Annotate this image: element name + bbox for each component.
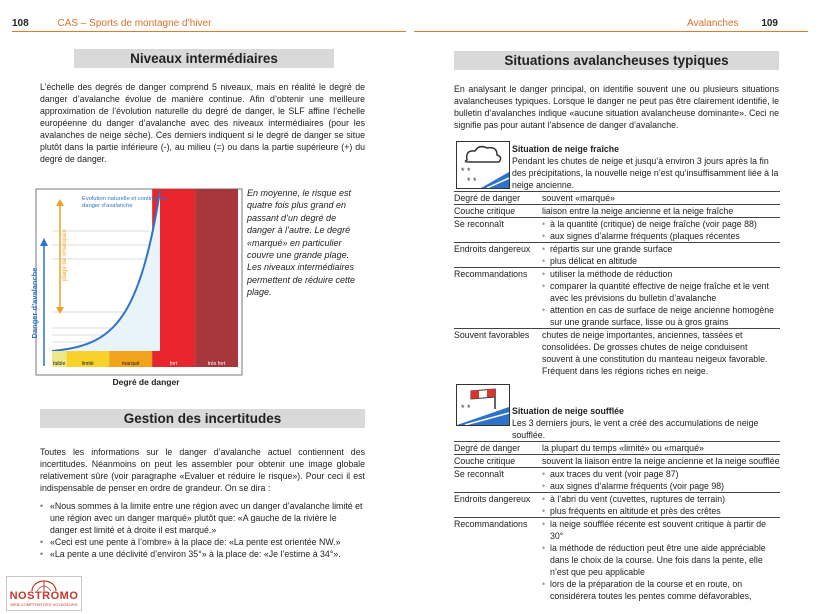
situation-title: Situation de neige soufflée: [512, 406, 624, 416]
row-key: Endroits dangereux: [454, 493, 542, 518]
section-title: Situations avalancheuses typiques: [454, 51, 779, 70]
row-key: Degré de danger: [454, 442, 542, 455]
row-value: [542, 468, 780, 493]
row-bullet: • comparer la quantité effective de neige fraîche et le vent avec les prévisions du bulletin d’avalanche: [542, 280, 780, 304]
row-key: Couche critique: [454, 205, 542, 218]
row-bullet: • à la quantité (critique) de neige fraîche (voir page 88): [542, 218, 780, 230]
list-item: • «Nous sommes à la limite entre une région avec un danger d’avalanche limité et une région avec un danger marqué» plutôt que: «A gauche de la rivière le danger est limité et à droite il est marqué.»: [40, 500, 365, 536]
row-value: [542, 493, 780, 518]
row-value: [542, 442, 780, 455]
level-name: faible: [52, 361, 66, 367]
row-key: Se reconnaît: [454, 468, 542, 493]
running-header-right: [687, 18, 778, 29]
y-axis-label: Danger d’avalanche: [30, 267, 39, 339]
header-rule: [414, 31, 808, 32]
row-bullet: • aux signes d’alarme fréquents (plaques récentes: [542, 230, 780, 242]
list-item: • «La pente a une déclivité d’environ 35°» à la place de: «Je l’estime à 34°».: [40, 548, 365, 560]
running-title: CAS – Sports de montagne d’hiver: [57, 18, 212, 29]
situation-table: [454, 191, 780, 377]
row-text: liaison entre la neige ancienne et la neige fraîche: [542, 206, 734, 216]
right-page: [410, 0, 820, 614]
table-row: [454, 243, 780, 268]
situation-fresh-snow: [454, 143, 780, 377]
header-rule: [12, 31, 406, 32]
level-name: marqué: [121, 361, 140, 367]
row-key: Degré de danger: [454, 192, 542, 205]
logo-wordmark: NOSTROMO: [9, 590, 79, 602]
row-value: [542, 192, 780, 205]
danger-band-4: [195, 189, 238, 351]
table-row: [454, 442, 780, 455]
curve-annotation-line2: danger d’avalanche: [82, 203, 133, 209]
page-number: 109: [761, 18, 778, 29]
x-axis-label: Degré de danger: [112, 377, 180, 387]
example-list: [40, 500, 365, 560]
row-bullet: • aux traces du vent (voir page 87): [542, 468, 780, 480]
svg-text:* *: * *: [461, 403, 471, 413]
table-row: [454, 455, 780, 468]
running-title: Avalanches: [687, 18, 739, 29]
situation-title: Situation de neige fraîche: [512, 144, 620, 154]
row-value: [542, 218, 780, 243]
logo-tagline: WEB COMPTOIR DES VOYAGEURS: [10, 602, 78, 607]
row-key: Couche critique: [454, 455, 542, 468]
row-value: [542, 268, 780, 329]
situation-header: [512, 405, 780, 441]
table-row: [454, 192, 780, 205]
row-value: [542, 205, 780, 218]
row-bullet: • la méthode de réduction peut être une aide appréciable dans le choix de la course. Une fois dans la pente, elle n’est que peu applicable: [542, 542, 780, 578]
situation-wind-snow: [454, 405, 780, 602]
row-bullet: • répartis sur une grande surface: [542, 243, 780, 255]
table-row: [454, 329, 780, 378]
row-value: [542, 518, 780, 603]
row-key: Endroits dangereux: [454, 243, 542, 268]
table-row: [454, 205, 780, 218]
row-value: [542, 329, 780, 378]
situation-header: [512, 143, 780, 191]
list-item: • «Ceci est une pente à l’ombre» à la place de: «La pente est orientée NW.»: [40, 536, 365, 548]
level-name: fort: [169, 361, 178, 367]
section-title-2: Gestion des incertitudes: [40, 409, 365, 428]
row-bullet: • aux signes d’alarme fréquents (voir page 98): [542, 480, 780, 492]
curve-annotation-line1: Evolution naturelle et continue du: [82, 196, 168, 202]
section-title: Niveaux intermédiaires: [74, 49, 334, 68]
level-name: limité: [81, 361, 94, 367]
range-label: plage de «marqué»: [62, 229, 68, 281]
row-key: Recommandations: [454, 268, 542, 329]
svg-text:* *: * *: [467, 176, 477, 186]
nostromo-logo: [6, 576, 82, 611]
row-text: la plupart du temps «limité» ou «marqué»: [542, 443, 704, 453]
section-text: L’échelle des degrés de danger comprend 5 niveaux, mais en réalité le degré de danger d’avalanche évolue de manière continue. Afin d’obtenir une meilleure approximation de l’évolution naturelle du degré de danger, le SLF affine l’échelle européenne du danger d’avalanche avec des niveaux intermédiaires (pour les avalanches de neige sèche). Ces derniers indiquent si le degré de danger se situe plutôt dans la partie inférieure (-), au milieu (=) ou dans la partie supérieure (+) du degré de danger.: [40, 82, 365, 164]
row-key: Se reconnaît: [454, 218, 542, 243]
page-number: 108: [12, 18, 29, 29]
row-value: [542, 243, 780, 268]
svg-text:* *: * *: [461, 166, 471, 176]
row-key: Recommandations: [454, 518, 542, 603]
situation-table: [454, 441, 780, 602]
situation-description: Les 3 derniers jours, le vent a créé des accumulations de neige soufflée.: [512, 418, 759, 440]
table-row: [454, 268, 780, 329]
row-key: Souvent favorables: [454, 329, 542, 378]
danger-level-chart: [0, 183, 246, 389]
row-bullet: • plus fréquents en altitude et près des crêtes: [542, 505, 780, 517]
row-bullet: • à l’abri du vent (cuvettes, ruptures de terrain): [542, 493, 780, 505]
row-bullet: • attention en cas de surface de neige ancienne homogène sur une grande surface, lisse ou à gros grains: [542, 304, 780, 328]
section-text-2: Toutes les informations sur le danger d’avalanche actuel contiennent des incertitudes. Néanmoins on peut les assembler pour obtenir une image globale relativement sûre (voir paragraphe «Evaluer et réduire le risque»). Pour ceci il est indispensable de penser en ordre de grandeur. On se dira :: [40, 447, 365, 493]
row-text: souvent «marqué»: [542, 193, 615, 203]
table-row: [454, 468, 780, 493]
level-name: très fort: [207, 361, 226, 367]
row-value: [542, 455, 780, 468]
row-bullet: • la neige soufflée récente est souvent critique à partir de 30°: [542, 518, 780, 542]
row-text: chutes de neige importantes, anciennes, tassées et consolidées. De grosses chutes de neige conduisent souvent à une constitution du manteau neigeux favorable. Fréquent dans les régions riches en neige.: [542, 330, 768, 376]
row-bullet: • lors de la préparation de la course et en route, on considérera toutes les pentes comme défavorables,: [542, 578, 780, 602]
table-row: [454, 493, 780, 518]
table-row: [454, 218, 780, 243]
row-text: souvent la liaison entre la neige ancienne et la neige soufflée: [542, 456, 780, 466]
situation-description: Pendant les chutes de neige et jusqu’à environ 3 jours après la fin des précipitations, la nouvelle neige n’est qu’insuffisamment liée à la neige ancienne.: [512, 156, 779, 190]
row-bullet: • plus délicat en altitude: [542, 255, 780, 267]
intro-text: En analysant le danger principal, on identifie souvent une ou plusieurs situations avalancheuses typiques. Lorsque le danger ne peut pas être clairement identifié, le bulletin d’avalanches indique «aucune situation avalancheuse dominante». Ceci ne signifie pas pour autant l’absence de danger d’avalanche.: [454, 84, 779, 130]
chart-caption: En moyenne, le risque est quatre fois plus grand en passant d’un degré de danger à l’autre. Le degré «marqué» en particulier couvre une grande plage. Les niveaux intermédiaires permettent de réduire cette plage.: [247, 188, 356, 298]
running-header-left: [12, 18, 211, 29]
row-bullet: • utiliser la méthode de réduction: [542, 268, 780, 280]
table-row: [454, 518, 780, 603]
